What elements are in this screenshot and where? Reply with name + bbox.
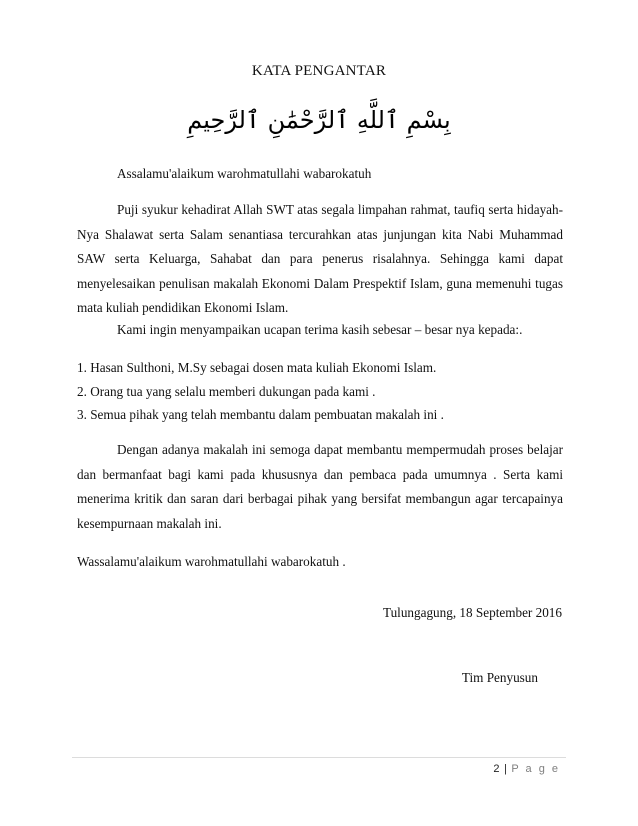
footer-separator: | [503, 763, 508, 775]
page-footer [493, 763, 560, 775]
paragraph-gratitude: Puji syukur kehadirat Allah SWT atas segala limpahan rahmat, taufiq serta hidayah-Nya Shalawat serta Salam senantiasa tercurahkan atas junjungan kita Nabi Muhammad SAW serta Keluarga, Sahabat dan para penerus risalahnya. Sehingga kami dapat menyelesaikan penulisan makalah Ekonomi Dalam Prespektif Islam, guna memenuhi tugas mata kuliah pendidikan Ekonomi Islam. [77, 202, 563, 315]
list-item: 2. Orang tua yang selalu memberi dukungan pada kami . [77, 383, 376, 399]
page-title: KATA PENGANTAR [251, 63, 387, 79]
basmala-calligraphy: بِسْمِ ٱللَّهِ ٱلرَّحْمَٰنِ ٱلرَّحِيمِ [187, 106, 451, 134]
greeting: Assalamu'alaikum warohmatullahi wabarokatuh [117, 166, 372, 181]
place-date: Tulungagung, 18 September 2016 [382, 605, 562, 620]
list-item: 3. Semua pihak yang telah membantu dalam pembuatan makalah ini . [77, 407, 444, 422]
closing-greeting: Wassalamu'alaikum warohmatullahi wabarokatuh . [77, 554, 346, 569]
signature: Tim Penyusun [461, 670, 538, 685]
thanks-list [77, 356, 563, 427]
page-number: 2 [493, 763, 500, 775]
list-item: 1. Hasan Sulthoni, M.Sy sebagai dosen mata kuliah Ekonomi Islam. [77, 360, 437, 375]
paragraph-thanks-intro: Kami ingin menyampaikan ucapan terima kasih sebesar – besar nya kepada:. [117, 322, 523, 337]
paragraph-hope: Dengan adanya makalah ini semoga dapat membantu mempermudah proses belajar dan bermanfaat bagi kami pada khususnya dan pembaca pada umumnya . Serta kami menerima kritik dan saran dari berbagai pihak yang bersifat membangun agar tercapainya kesempurnaan makalah ini. [77, 442, 563, 531]
page-label: P a g e [511, 763, 560, 775]
footer-divider [72, 757, 566, 758]
